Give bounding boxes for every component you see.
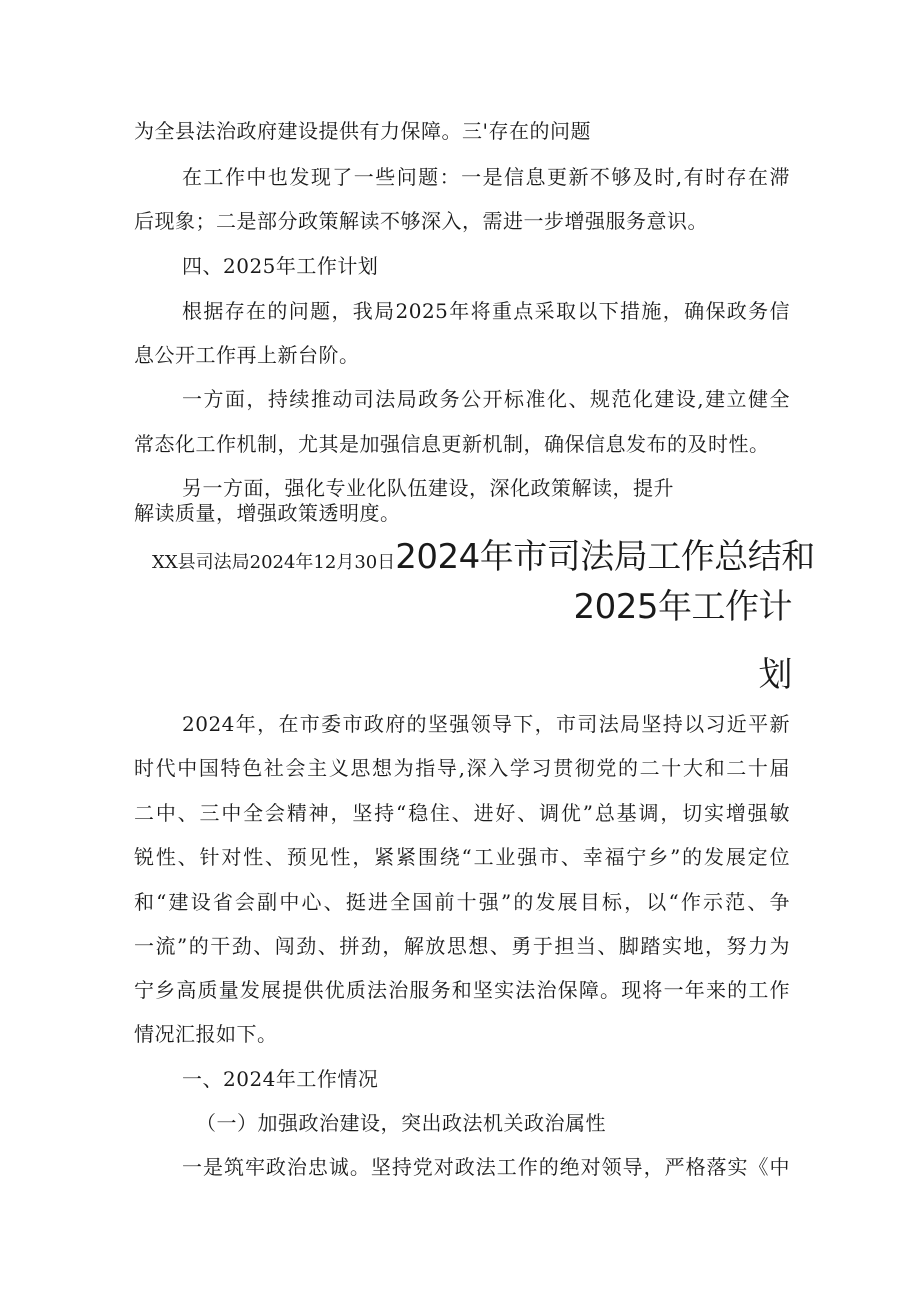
body-line-4: 锐性、针对性、预见性，紧紧围绕“工业强市、幸福宁乡”的发展定位 — [134, 845, 790, 869]
body-line-2: 时代中国特色社会主义思想为指导,深入学习贯彻党的二十大和二十届 — [134, 756, 790, 780]
body-line-6: 一流”的干劲、闯劲、拼劲，解放思想、勇于担当、脚踏实地，努力为 — [134, 934, 790, 958]
doc-title-line3: 划 — [758, 655, 792, 695]
body-line-1: 2024年，在市委市政府的坚强领导下，市司法局坚持以习近平新 — [182, 712, 790, 736]
text-line-1: 为全县法治政府建设提供有力保障。三'存在的问题 — [134, 119, 591, 143]
body-line-5: 和“建设省会副中心、挺进全国前十强”的发展目标，以“作示范、争 — [134, 890, 790, 914]
signature-date: XX县司法局2024年12月30日 — [152, 552, 396, 573]
body-line-3: 二中、三中全会精神，坚持“稳住、进好、调优”总基调，切实增强敏 — [134, 801, 790, 825]
section-heading-2024: 一、2024年工作情况 — [182, 1067, 379, 1091]
text-line-7: 一方面，持续推动司法局政务公开标准化、规范化建设,建立健全 — [182, 387, 790, 411]
doc-title-line2: 2025年工作计 — [573, 587, 792, 627]
doc-title: 2024年市司法局工作总结和 — [395, 537, 815, 577]
subsection-heading-1: （一）加强政治建设，突出政法机关政治属性 — [196, 1111, 606, 1135]
body-line-11: 一是筑牢政治忠诚。坚持党对政法工作的绝对领导，严格落实《中 — [182, 1155, 790, 1179]
signature-title-row — [152, 537, 815, 583]
text-line-2: 在工作中也发现了一些问题：一是信息更新不够及时,有时存在滞 — [182, 165, 790, 189]
text-line-9: 另一方面，强化专业化队伍建设，深化政策解读，提升 — [182, 476, 674, 500]
text-line-5: 根据存在的问题，我局2025年将重点采取以下措施，确保政务信 — [182, 299, 790, 323]
body-line-7: 宁乡高质量发展提供优质法治服务和坚实法治保障。现将一年来的工作 — [134, 978, 790, 1002]
text-line-8: 常态化工作机制，尤其是加强信息更新机制，确保信息发布的及时性。 — [134, 432, 770, 456]
text-line-10: 解读质量，增强政策透明度。 — [134, 501, 401, 525]
section-heading-plan: 四、2025年工作计划 — [182, 254, 379, 278]
text-line-3: 后现象；二是部分政策解读不够深入，需进一步增强服务意识。 — [134, 209, 708, 233]
body-line-8: 情况汇报如下。 — [134, 1022, 278, 1046]
text-line-6: 息公开工作再上新台阶。 — [134, 343, 360, 367]
